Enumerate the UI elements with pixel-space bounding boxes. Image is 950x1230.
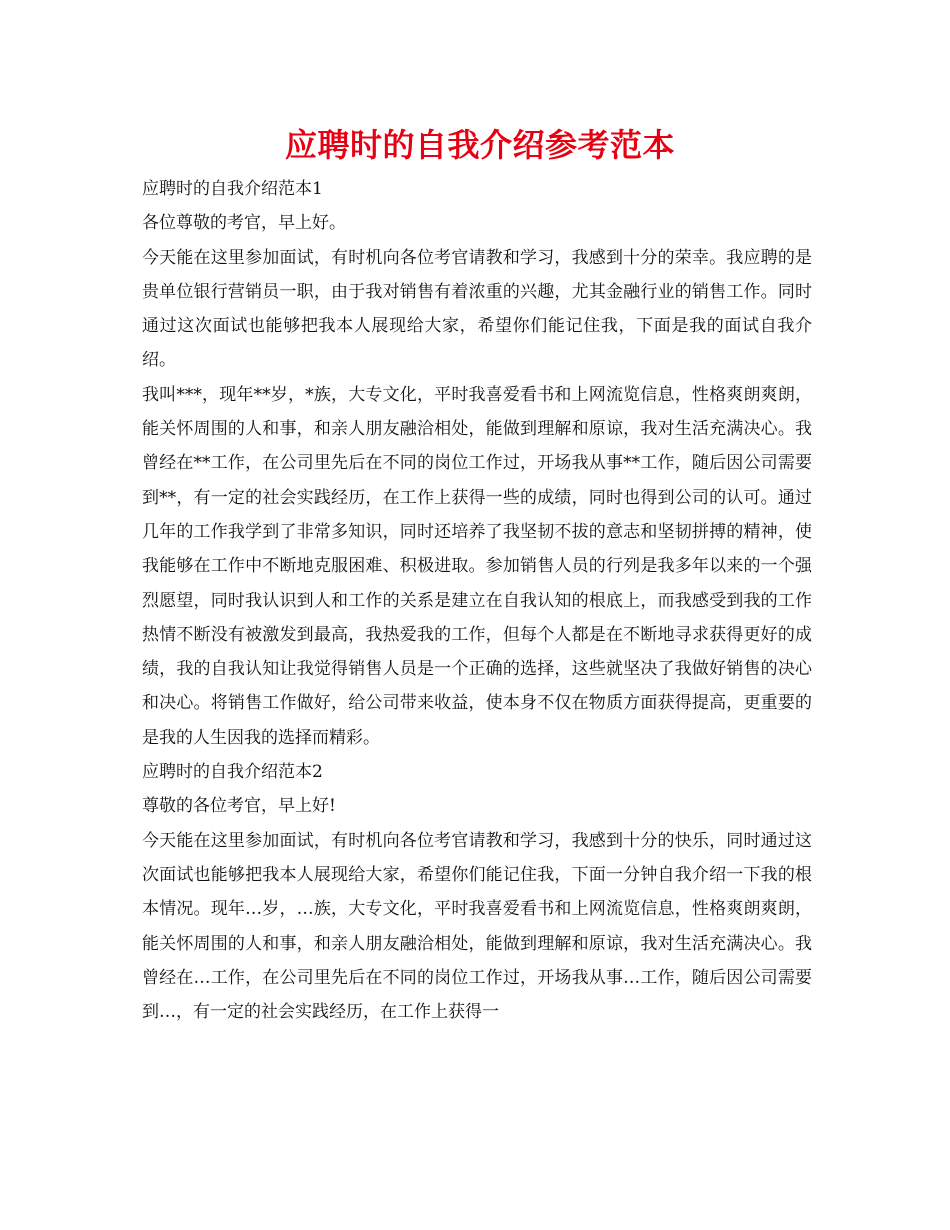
greeting-1: 各位尊敬的考官，早上好。 xyxy=(142,213,346,234)
paragraph-1-1: 今天能在这里参加面试，有时机向各位考官请教和学习，我感到十分的荣幸。我应聘的是贵单位银行营销员一职，由于我对销售有着浓重的兴趣，尤其金融行业的销售工作。同时通过这次面试也能够把我本人展现给大家，希望你们能记住我，下面是我的面试自我介绍。 xyxy=(142,247,812,371)
greeting-2: 尊敬的各位考官，早上好! xyxy=(142,796,336,817)
section-heading-1: 应聘时的自我介绍范本1 xyxy=(142,179,323,199)
document-page xyxy=(142,118,812,1029)
paragraph-2-1: 今天能在这里参加面试，有时机向各位考官请教和学习，我感到十分的快乐，同时通过这次面试也能够把我本人展现给大家，希望你们能记住我，下面一分钟自我介绍一下我的根本情况。现年…岁，…族，大专文化，平时我喜爱看书和上网流览信息，性格爽朗爽朗，能关怀周围的人和事，和亲人朋友融洽相处，能做到理解和原谅，我对生活充满决心。我曾经在…工作，在公司里先后在不同的岗位工作过，开场我从事…工作，随后因公司需要到…，有一定的社会实践经历，在工作上获得一 xyxy=(142,830,812,1023)
section-heading-2: 应聘时的自我介绍范本2 xyxy=(142,762,323,783)
document-body xyxy=(142,172,812,1029)
paragraph-1-2: 我叫***，现年**岁，*族，大专文化，平时我喜爱看书和上网流览信息，性格爽朗爽朗，能关怀周围的人和事，和亲人朋友融洽相处，能做到理解和原谅，我对生活充满决心。我曾经在**工作，在公司里先后在不同的岗位工作过，开场我从事**工作，随后因公司需要到**，有一定的社会实践经历，在工作上获得一些的成绩，同时也得到公司的认可。通过几年的工作我学到了非常多知识，同时还培养了我坚韧不拔的意志和坚韧拼搏的精神，使我能够在工作中不断地克服困难、积极进取。参加销售人员的行列是我多年以来的一个强烈愿望，同时我认识到人和工作的关系是建立在自我认知的根底上，而我感受到我的工作热情不断没有被激发到最高，我热爱我的工作，但每个人都是在不断地寻求获得更好的成绩，我的自我认知让我觉得销售人员是一个正确的选择，这些就坚决了我做好销售的决心和决心。将销售工作做好，给公司带来收益，使本身不仅在物质方面获得提高，更重要的是我的人生因我的选择而精彩。 xyxy=(142,384,812,748)
document-title: 应聘时的自我介绍参考范本 xyxy=(284,126,675,164)
